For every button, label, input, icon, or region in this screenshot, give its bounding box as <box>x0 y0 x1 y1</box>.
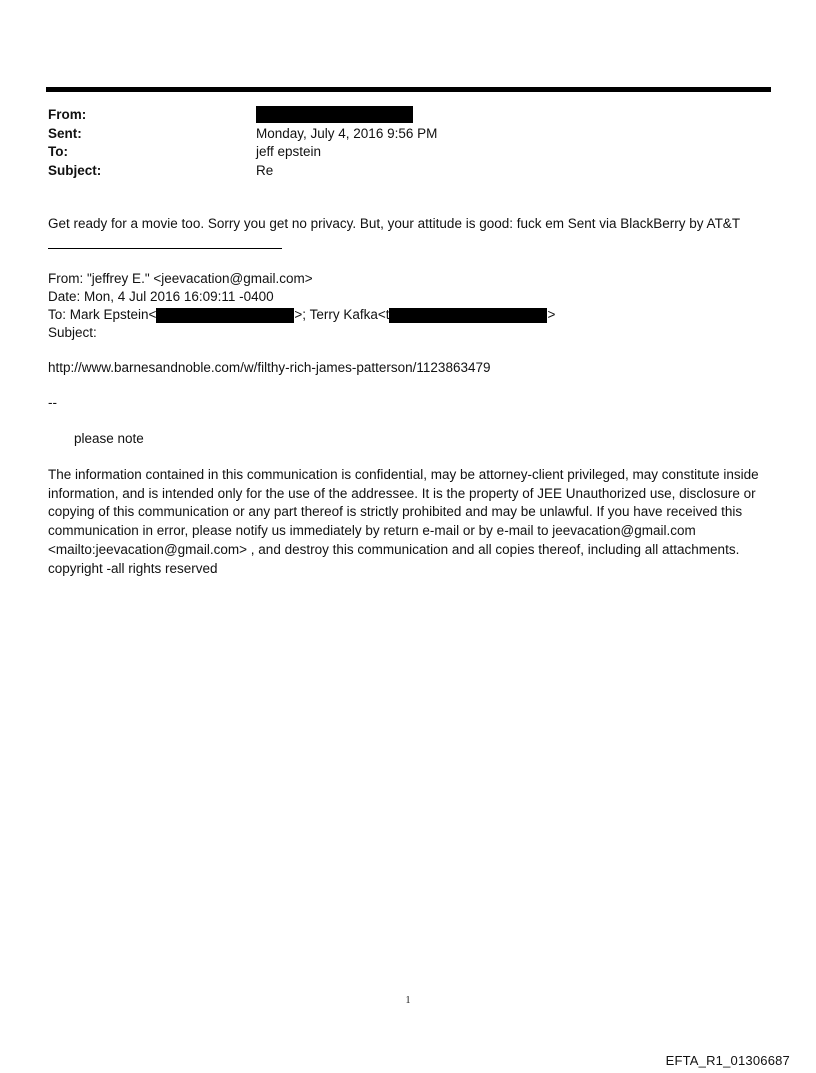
document-id: EFTA_R1_01306687 <box>665 1053 790 1068</box>
to-row <box>48 143 748 162</box>
signature-separator: -- <box>48 395 57 410</box>
email-header <box>48 106 748 180</box>
reply-text: Get ready for a movie too. Sorry you get no privacy. But, your attitude is good: fuck em Sent via BlackBerry by AT&T <box>48 216 741 231</box>
confidentiality-disclaimer: The information contained in this communication is confidential, may be attorney-client privileged, may constitute inside information, and is intended only for the use of the addressee. It is the property of JEE Unauthorized use, disclosure or copying of this communication or any part thereof is strictly prohibited and may be unlawful. If you have received this communication in error, please notify us immediately by return e-mail or by e-mail to jeevacation@gmail.com <mailto:jeevacation@gmail.com> , and destroy this communication and all copies thereof, including all attachments. copyright -all rights reserved <box>48 467 759 576</box>
from-label: From: <box>48 107 87 122</box>
forwarded-subject: Subject: <box>48 325 97 340</box>
forwarded-to-prefix: To: Mark Epstein< <box>48 307 157 322</box>
note-heading: please note <box>74 431 144 446</box>
subject-value: Re <box>256 162 274 178</box>
to-value: jeff epstein <box>256 144 322 159</box>
forwarded-from: From: "jeffrey E." <jeevacation@gmail.com> <box>48 271 313 286</box>
redaction-box <box>256 106 413 123</box>
subject-row <box>48 162 748 181</box>
subject-label: Subject: <box>48 162 102 178</box>
page-number: 1 <box>405 995 411 1006</box>
forwarded-to-middle: >; Terry Kafka<t <box>294 307 390 322</box>
forwarded-to-suffix: > <box>547 307 556 322</box>
sent-value: Monday, July 4, 2016 9:56 PM <box>256 125 438 141</box>
book-link[interactable]: http://www.barnesandnoble.com/w/filthy-rich-james-patterson/1123863479 <box>48 360 491 375</box>
redaction-box <box>389 308 547 323</box>
forwarded-header <box>48 270 555 342</box>
from-row <box>48 106 748 125</box>
to-label: To: <box>48 144 68 159</box>
header-divider <box>46 87 771 92</box>
forwarded-to <box>48 306 555 324</box>
redaction-box <box>156 308 294 323</box>
sent-row <box>48 125 748 144</box>
sent-label: Sent: <box>48 125 82 141</box>
reply-divider <box>48 248 282 249</box>
forwarded-date: Date: Mon, 4 Jul 2016 16:09:11 -0400 <box>48 289 274 304</box>
from-value <box>256 106 748 125</box>
